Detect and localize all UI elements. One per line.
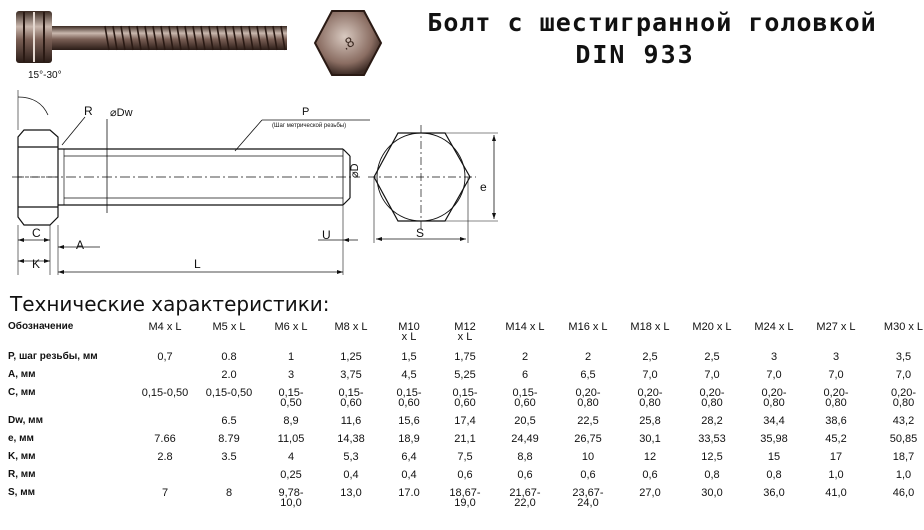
table-cell: 3.5 xyxy=(221,451,237,463)
label-p: P xyxy=(302,106,310,118)
table-cell: 6,5 xyxy=(580,369,596,381)
table-cell: 7 xyxy=(161,487,169,499)
label-d: ⌀D xyxy=(349,163,361,178)
table-cell: 8 xyxy=(225,487,233,499)
table-cell: 25,8 xyxy=(639,415,661,427)
table-cell: 3,75 xyxy=(340,369,362,381)
table-cell: 0,15-0,50 xyxy=(141,387,189,399)
size-header: M14 x L xyxy=(505,321,545,333)
table-cell: 12 xyxy=(643,451,657,463)
label-s: S xyxy=(416,226,425,240)
table-cell: 24,49 xyxy=(511,433,539,445)
table-cell: 0,20- 0,80 xyxy=(699,387,725,409)
technical-drawing xyxy=(0,85,520,285)
label-l: L xyxy=(194,257,201,271)
table-cell: 2.0 xyxy=(221,369,237,381)
table-cell: 9,78- 10,0 xyxy=(278,487,304,509)
size-header: M8 x L xyxy=(334,321,368,333)
table-row xyxy=(5,366,924,384)
table-cell: 0,15- 0,60 xyxy=(512,387,538,409)
label-p-note: (Шаг метрической резьбы) xyxy=(272,123,347,129)
table-cell: 46,0 xyxy=(892,487,915,499)
table-cell: 50,85 xyxy=(889,433,918,445)
table-row xyxy=(5,484,924,512)
table-cell: 4 xyxy=(287,451,295,463)
table-cell: 30,1 xyxy=(639,433,661,445)
table-cell: 11,6 xyxy=(340,415,362,427)
table-cell: 0,15- 0,60 xyxy=(396,387,422,409)
table-cell: 6 xyxy=(521,369,529,381)
label-k: K xyxy=(32,257,41,271)
table-cell: 0,7 xyxy=(157,351,173,363)
table-cell: 0,15-0,50 xyxy=(205,387,253,399)
table-cell: 18,67- 19,0 xyxy=(449,487,481,509)
table-row xyxy=(5,412,924,430)
table-cell: 18,7 xyxy=(892,451,915,463)
table-cell: 14,38 xyxy=(337,433,365,445)
table-cell: 1 xyxy=(287,351,295,363)
table-cell: 1,75 xyxy=(454,351,476,363)
table-cell: 5,3 xyxy=(343,451,359,463)
table-cell: 0.8 xyxy=(221,351,237,363)
row-label: S, мм xyxy=(8,487,36,498)
table-cell: 27,0 xyxy=(639,487,661,499)
table-cell: 21,67- 22,0 xyxy=(509,487,541,509)
table-header-row xyxy=(5,318,924,348)
table-cell: 33,53 xyxy=(698,433,726,445)
table-cell: 15 xyxy=(767,451,781,463)
row-label: A, мм xyxy=(8,369,36,380)
table-cell: 3 xyxy=(832,351,840,363)
table-cell: 45,2 xyxy=(825,433,847,445)
table-cell: 2 xyxy=(521,351,529,363)
table-cell xyxy=(133,366,197,384)
bolt-head-photo xyxy=(312,8,384,78)
table-cell: 21,1 xyxy=(454,433,476,445)
table-cell: 22,5 xyxy=(577,415,599,427)
table-cell: 3 xyxy=(770,351,778,363)
table-cell: 1,5 xyxy=(401,351,417,363)
header-label: Обозначение xyxy=(8,321,74,332)
table-cell: 0,20- 0,80 xyxy=(637,387,663,409)
table-cell xyxy=(133,412,197,430)
row-label: e, мм xyxy=(8,433,34,444)
table-cell: 13,0 xyxy=(340,487,362,499)
label-c: C xyxy=(32,226,41,240)
table-cell: 0,20- 0,80 xyxy=(761,387,787,409)
table-cell: 0,15- 0,60 xyxy=(338,387,364,409)
label-r: R xyxy=(84,104,93,118)
table-cell: 4,5 xyxy=(401,369,417,381)
svg-text:.8: .8 xyxy=(338,33,357,53)
table-cell: 0,20- 0,80 xyxy=(890,387,917,409)
table-cell: 0,8 xyxy=(704,469,720,481)
table-cell: 1,0 xyxy=(828,469,844,481)
table-cell: 26,75 xyxy=(574,433,602,445)
label-dw: ⌀Dw xyxy=(110,107,133,119)
bolt-photo-side xyxy=(10,8,295,70)
table-cell: 17,4 xyxy=(454,415,476,427)
table-cell: 43,2 xyxy=(892,415,915,427)
spec-table xyxy=(5,318,924,512)
table-cell: 8,9 xyxy=(283,415,299,427)
row-label: C, мм xyxy=(8,387,36,398)
table-cell: 18,9 xyxy=(398,433,420,445)
table-cell: 1,0 xyxy=(895,469,912,481)
size-header: M30 x L xyxy=(883,321,924,333)
table-cell: 0,20- 0,80 xyxy=(575,387,601,409)
table-cell: 7,0 xyxy=(704,369,720,381)
table-row xyxy=(5,348,924,366)
size-header: M4 x L xyxy=(148,321,182,333)
table-cell: 3,5 xyxy=(895,351,912,363)
page-title: Болт с шестигранной головкой xyxy=(427,8,877,37)
size-header: M18 x L xyxy=(630,321,670,333)
table-cell: 0,25 xyxy=(280,469,302,481)
table-cell: 28,2 xyxy=(701,415,723,427)
table-cell: 7,0 xyxy=(828,369,844,381)
table-row xyxy=(5,430,924,448)
size-header: M24 x L xyxy=(754,321,794,333)
table-cell: 0,15- 0,60 xyxy=(452,387,478,409)
table-cell: 7,0 xyxy=(895,369,912,381)
size-header: M20 x L xyxy=(692,321,732,333)
table-row xyxy=(5,384,924,412)
table-cell: 0,6 xyxy=(642,469,658,481)
table-cell: 0,15- 0,50 xyxy=(278,387,304,409)
table-cell: 34,4 xyxy=(763,415,785,427)
table-cell: 2 xyxy=(584,351,592,363)
table-cell: 7,5 xyxy=(457,451,473,463)
table-cell: 0,6 xyxy=(457,469,473,481)
table-cell: 7,0 xyxy=(766,369,782,381)
table-cell xyxy=(197,466,261,484)
table-cell: 15,6 xyxy=(398,415,420,427)
label-u: U xyxy=(322,228,331,242)
table-cell: 1,25 xyxy=(340,351,362,363)
table-cell: 0,6 xyxy=(517,469,533,481)
table-cell: 17 xyxy=(829,451,843,463)
row-label: K, мм xyxy=(8,451,36,462)
table-cell: 8,8 xyxy=(517,451,533,463)
table-cell: 10 xyxy=(581,451,595,463)
table-cell: 23,67- 24,0 xyxy=(572,487,604,509)
label-a: A xyxy=(76,238,85,252)
table-cell: 6,4 xyxy=(401,451,417,463)
size-header: M5 x L xyxy=(212,321,246,333)
row-label: R, мм xyxy=(8,469,36,480)
table-cell: 36,0 xyxy=(763,487,785,499)
table-cell: 5,25 xyxy=(454,369,476,381)
table-cell: 0,4 xyxy=(343,469,359,481)
table-cell: 0,20- 0,80 xyxy=(823,387,849,409)
table-cell: 7.66 xyxy=(154,433,176,445)
table-cell: 41,0 xyxy=(825,487,847,499)
table-cell: 0,4 xyxy=(401,469,417,481)
size-header: M6 x L xyxy=(274,321,308,333)
table-row xyxy=(5,466,924,484)
size-header: M16 x L xyxy=(568,321,608,333)
table-cell: 2,5 xyxy=(642,351,658,363)
table-cell: 3 xyxy=(287,369,295,381)
label-e: e xyxy=(480,180,487,194)
table-cell: 17.0 xyxy=(398,487,420,499)
table-cell: 12,5 xyxy=(701,451,723,463)
specs-title: Технические характеристики: xyxy=(10,292,330,316)
standard-label: DIN 933 xyxy=(575,40,695,69)
size-header: M27 x L xyxy=(816,321,856,333)
table-cell: 30,0 xyxy=(701,487,723,499)
table-cell xyxy=(133,466,197,484)
table-cell: 11,05 xyxy=(277,433,305,445)
table-cell: 2.8 xyxy=(157,451,173,463)
table-cell: 38,6 xyxy=(825,415,847,427)
table-cell: 0,8 xyxy=(766,469,782,481)
table-cell: 2,5 xyxy=(704,351,720,363)
angle-label: 15°-30° xyxy=(28,70,62,81)
table-row xyxy=(5,448,924,466)
table-cell: 0,6 xyxy=(580,469,596,481)
table-cell: 7,0 xyxy=(642,369,658,381)
size-header: M12 x L xyxy=(454,321,476,343)
row-label: Dw, мм xyxy=(8,415,43,426)
size-header: M10 x L xyxy=(398,321,420,343)
table-cell: 8.79 xyxy=(218,433,240,445)
table-cell: 35,98 xyxy=(760,433,788,445)
table-cell: 20,5 xyxy=(514,415,536,427)
row-label: P, шаг резьбы, мм xyxy=(8,351,98,362)
table-cell: 6.5 xyxy=(221,415,237,427)
